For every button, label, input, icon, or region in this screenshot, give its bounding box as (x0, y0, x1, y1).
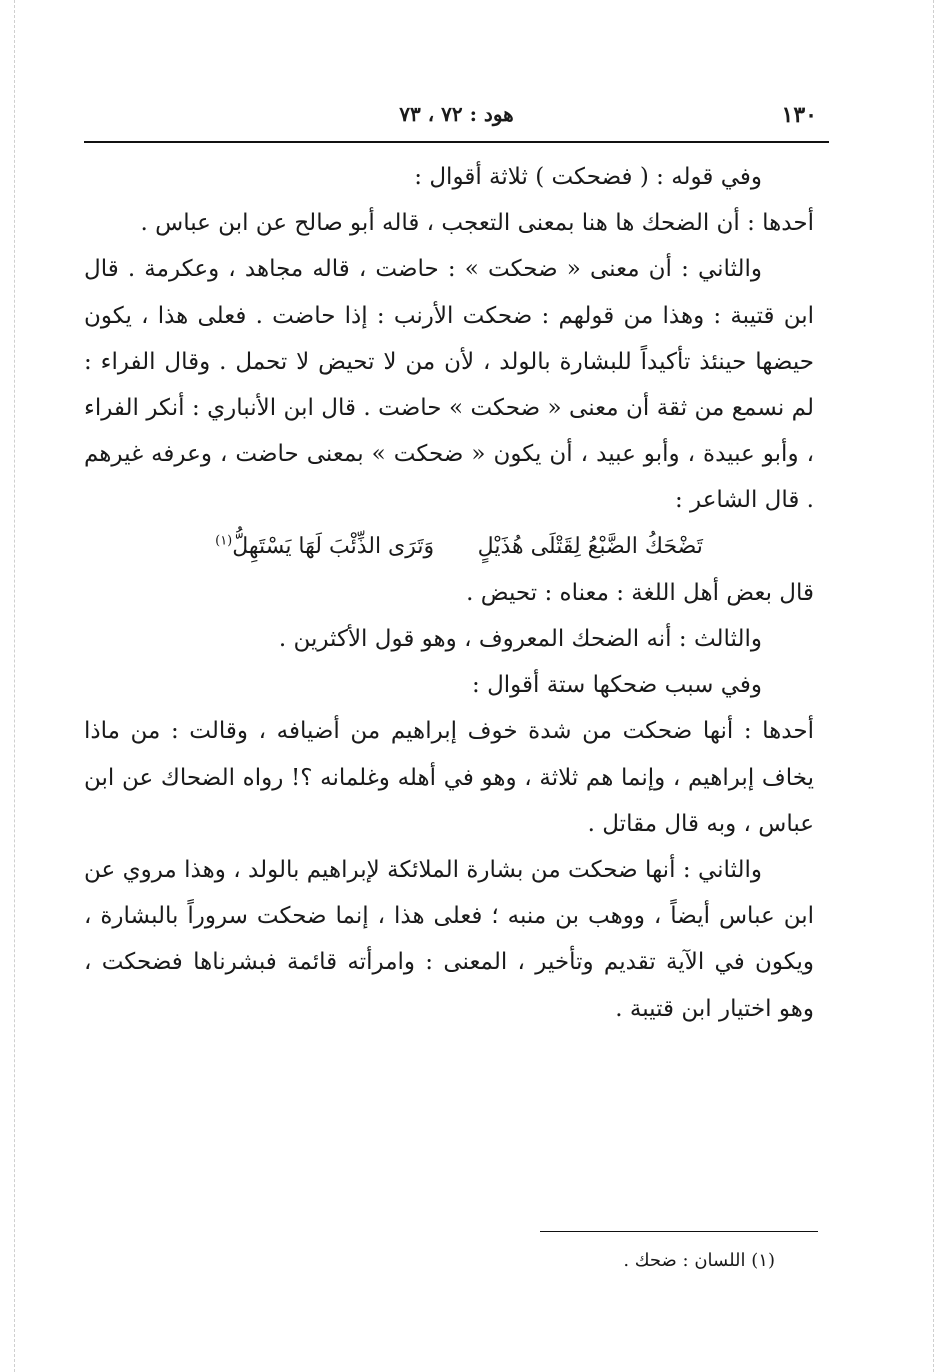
paragraph-4: قال بعض أهل اللغة : معناه : تحيض . (466, 579, 814, 606)
footnote-rule (540, 1231, 818, 1232)
paragraph-8: والثاني : أنها ضحكت من بشارة الملائكة لإبراهيم بالولد ، وهذا مروي عن ابن عباس أيضاً ، ووهب بن منبه ؛ فعلى هذا ، إنما ضحكت سروراً بالبشارة ، ويكون في الآية تقديم وتأخير ، المعنى : وامرأته قائمة فبشرناها فضحكت ، وهو اختيار ابن قتيبة . (84, 857, 814, 1022)
main-text (84, 154, 814, 1032)
verse-first-hemistich: تَضْحَكُ الضَّبْعُ لِقَتْلَى هُذَيْلٍ (477, 533, 703, 559)
paragraph-3: والثاني : أن معنى « ضحكت » : حاضت ، قاله مجاهد ، وعكرمة . قال ابن قتيبة : وهذا من قولهم : ضحكت الأرنب : إذا حاضت . فعلى هذا ، يكون حيضها حينئذ تأكيداً للبشارة بالولد ، لأن من لا تحيض لا تحمل . وقال الفراء : لم نسمع من ثقة أن معنى « ضحكت » حاضت . قال ابن الأنباري : أنكر الفراء ، وأبو عبيدة ، وأبو عبيد ، أن يكون « ضحكت » بمعنى حاضت ، وعرفه غيرهم . قال الشاعر : (84, 256, 814, 514)
paragraph-1: وفي قوله : ( فضحكت ) ثلاثة أقوال : (414, 164, 762, 190)
verse-second-hemistich (215, 524, 434, 570)
header-rule (84, 141, 829, 143)
poetry-verse (84, 524, 814, 570)
paragraph-5: والثالث : أنه الضحك المعروف ، وهو قول الأكثرين . (278, 626, 762, 653)
paragraph-2: أحدها : أن الضحك ها هنا بمعنى التعجب ، قاله أبو صالح عن ابن عباس . (140, 210, 814, 237)
verse-second-text: وَتَرَى الذِّئْبَ لَهَا يَسْتَهِلُّ (232, 533, 435, 559)
paragraph-6: وفي سبب ضحكها ستة أقوال : (472, 672, 762, 699)
right-margin-guide (933, 0, 934, 1372)
running-title: هود : ٧٢ ، ٧٣ (399, 102, 514, 126)
paragraph-7: أحدها : أنها ضحكت من شدة خوف إبراهيم من أضيافه ، وقالت : من ماذا يخاف إبراهيم ، وإنما هم ثلاثة ، وهو في أهله وغلمانه ؟! رواه الضحاك عن ابن عباس ، وبه قال مقاتل . (84, 718, 814, 837)
footnote: (١) اللسان : ضحك . (623, 1250, 775, 1271)
left-margin-guide (14, 0, 15, 1372)
running-header (84, 96, 829, 136)
page-number: ١٣٠ (781, 102, 817, 128)
footnote-reference: (١) (215, 533, 233, 549)
